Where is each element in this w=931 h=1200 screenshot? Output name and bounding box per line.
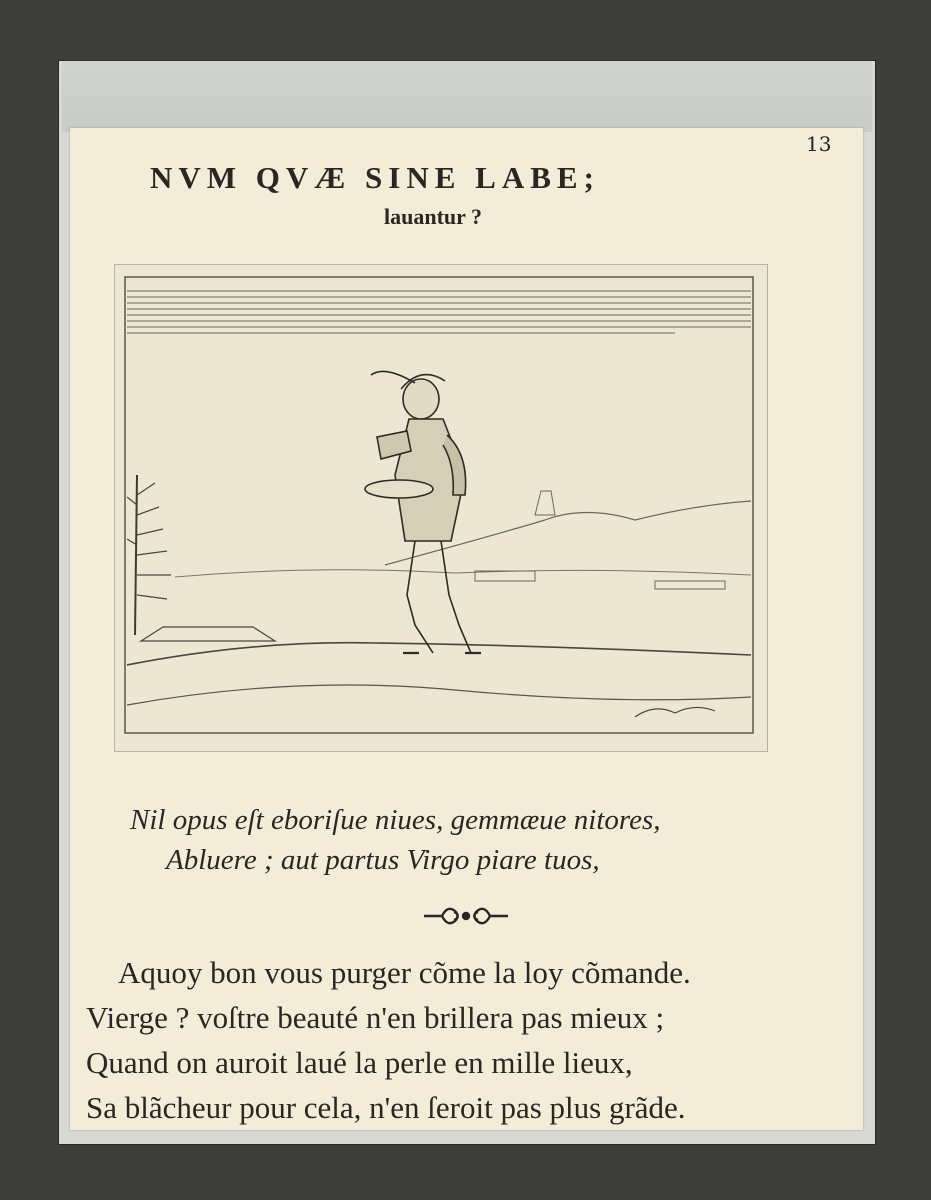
fleuron-ornament-icon [420, 898, 512, 934]
engraving-youth-pouring-ewer-icon [115, 265, 767, 751]
engraving-plate [114, 264, 768, 752]
french-line: Sa blãcheur pour cela, n'en ſeroit pas plus grãde. [86, 1090, 686, 1125]
latin-verse [130, 800, 830, 880]
latin-line: Nil opus eſt eboriſue niues, gemmæue nitores, [130, 804, 661, 836]
french-line: Quand on auroit laué la perle en mille lieux, [86, 1045, 633, 1080]
latin-line: Abluere ; aut partus Virgo piare tuos, [166, 844, 600, 876]
french-verse [86, 950, 856, 1130]
page-number: 13 [806, 132, 832, 156]
emblem-subtitle: lauantur ? [384, 204, 483, 229]
french-line: Aquoy bon vous purger cõme la loy cõmande. [118, 955, 691, 990]
tissue-overlay [62, 62, 872, 132]
french-line: Vierge ? voſtre beauté n'en brillera pas mieux ; [86, 1000, 665, 1035]
emblem-title: NVM QVÆ SINE LABE; [150, 160, 600, 195]
